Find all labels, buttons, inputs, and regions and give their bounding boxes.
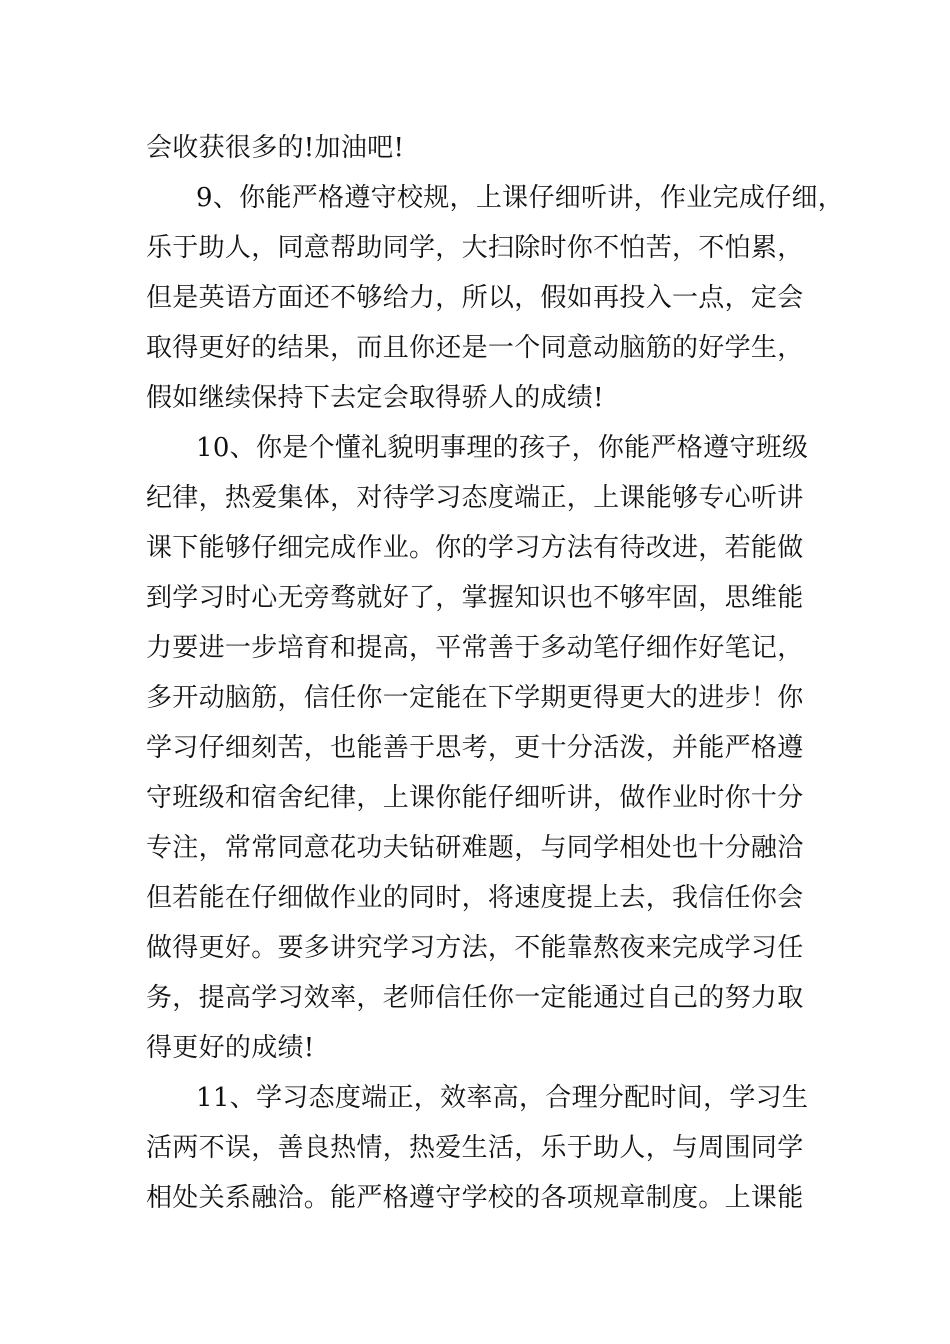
paragraph-9-line-4: 取得更好的结果，而且你还是一个同意动脑筋的好学生， [146,333,804,363]
paragraph-10-line-9: 专注，常常同意花功夫钻研难题，与同学相处也十分融洽 [146,833,804,863]
paragraph-10-line-10: 但若能在仔细做作业的同时，将速度提上去，我信任你会 [146,883,804,913]
paragraph-9-line-5: 假如继续保持下去定会取得骄人的成绩! [146,383,604,413]
paragraph-10-line-8: 守班级和宿舍纪律，上课你能仔细听讲，做作业时你十分 [146,783,804,813]
paragraph-10-line-11: 做得更好。要多讲究学习方法，不能靠熬夜来完成学习任 [146,933,804,963]
paragraph-10-line-1: 10、你是个懂礼貌明事理的孩子，你能严格遵守班级 [196,433,809,463]
paragraph-10-line-6: 多开动脑筋，信任你一定能在下学期更得更大的进步！你 [146,683,804,713]
paragraph-9-line-2: 乐于助人，同意帮助同学，大扫除时你不怕苦，不怕累， [146,233,804,263]
paragraph-9-line-3: 但是英语方面还不够给力，所以，假如再投入一点，定会 [146,283,804,313]
paragraph-10-line-12: 务，提高学习效率，老师信任你一定能通过自己的努力取 [146,983,804,1013]
text-line-1: 会收获很多的!加油吧! [146,133,405,163]
paragraph-11-line-1: 11、学习态度端正，效率高，合理分配时间，学习生 [196,1083,809,1113]
paragraph-10-line-5: 力要进一步培育和提高，平常善于多动笔仔细作好笔记， [146,633,804,663]
paragraph-9-line-1: 9、你能严格遵守校规，上课仔细听讲，作业完成仔细， [196,183,845,213]
paragraph-10-line-2: 纪律，热爱集体，对待学习态度端正，上课能够专心听讲 [146,483,804,513]
paragraph-11-line-2: 活两不误，善良热情，热爱生活，乐于助人，与周围同学 [146,1133,804,1163]
paragraph-10-line-13: 得更好的成绩! [146,1033,315,1063]
paragraph-11-line-3: 相处关系融洽。能严格遵守学校的各项规章制度。上课能 [146,1183,804,1213]
paragraph-10-line-7: 学习仔细刻苦，也能善于思考，更十分活泼，并能严格遵 [146,733,804,763]
paragraph-10-line-3: 课下能够仔细完成作业。你的学习方法有待改进，若能做 [146,533,804,563]
paragraph-10-line-4: 到学习时心无旁骛就好了，掌握知识也不够牢固，思维能 [146,583,804,613]
